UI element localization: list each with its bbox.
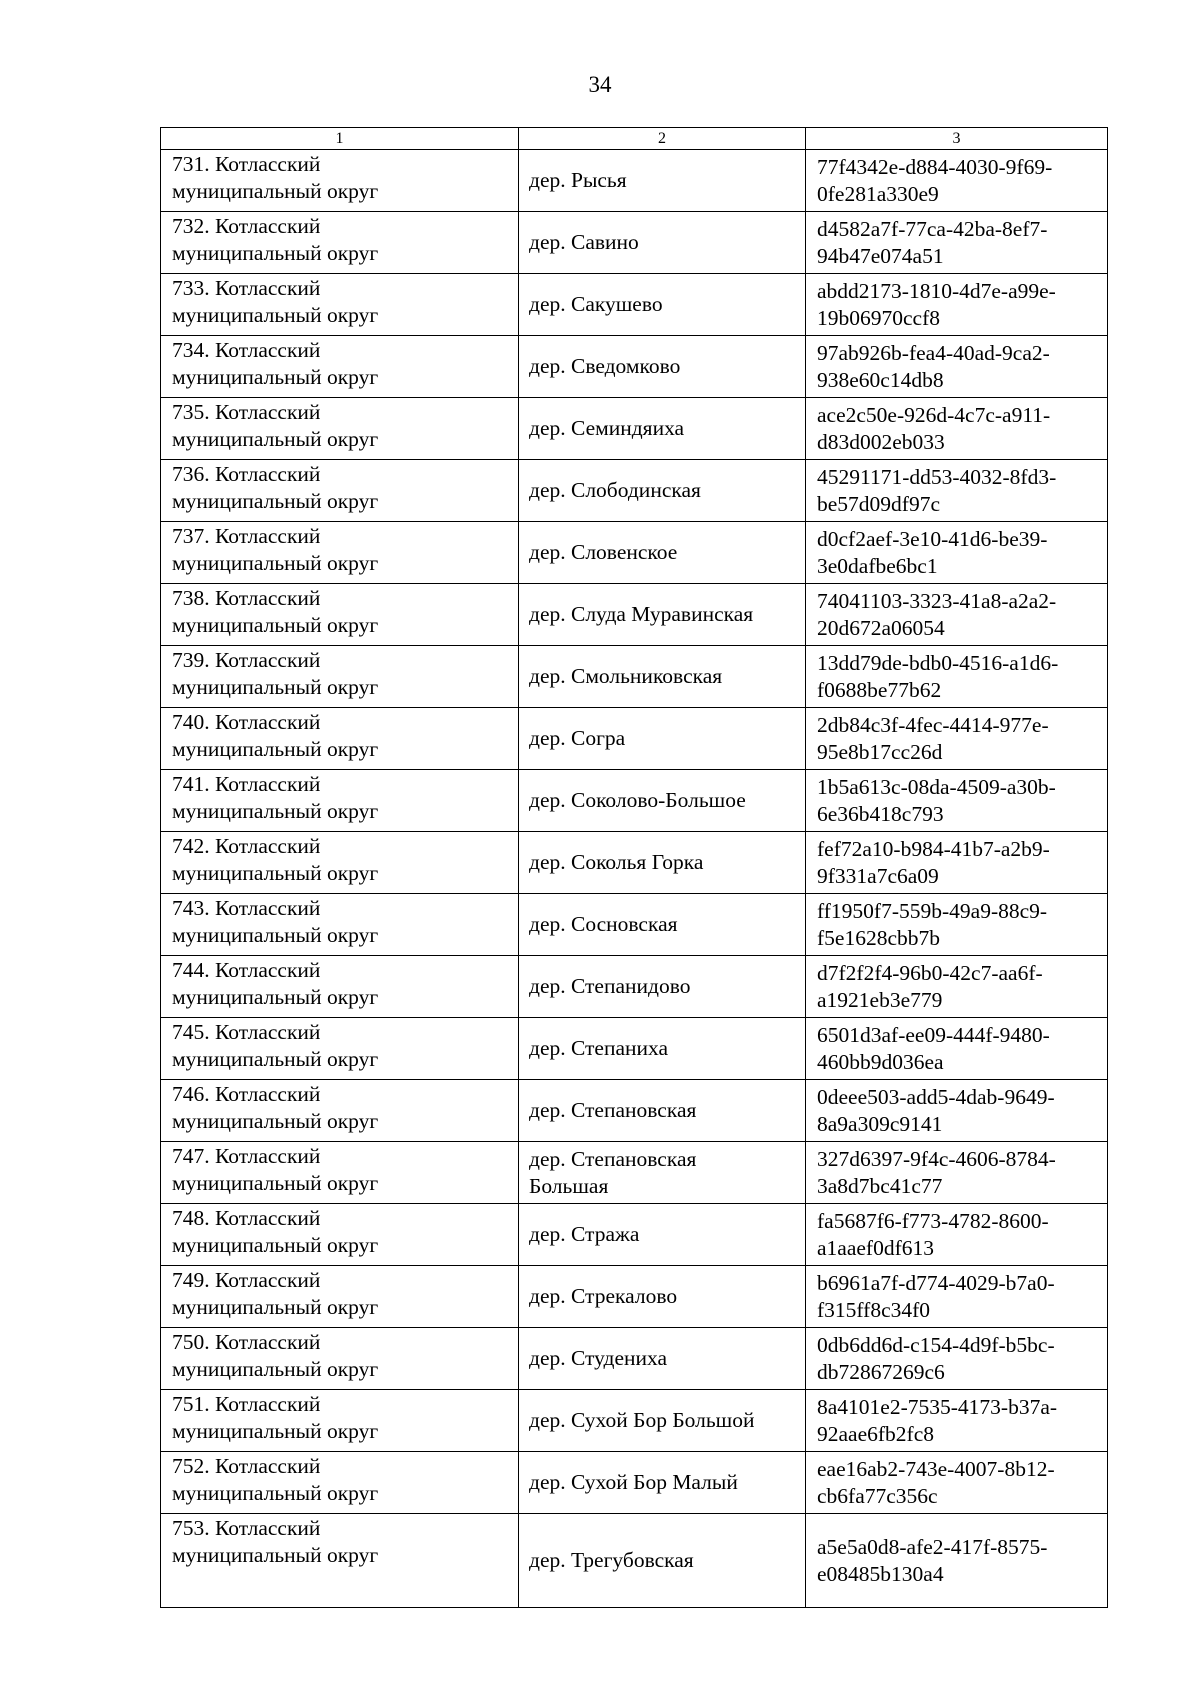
district-type: муниципальный округ [172, 179, 379, 203]
district-cell [161, 1204, 519, 1266]
district-type: муниципальный округ [172, 1233, 379, 1257]
table-row [161, 1266, 1108, 1328]
district-number-name: 735. Котласский [172, 400, 321, 424]
district-type: муниципальный округ [172, 613, 379, 637]
district-number-name: 751. Котласский [172, 1392, 321, 1416]
page-number: 34 [588, 72, 612, 97]
table-row [161, 708, 1108, 770]
district-number-name: 752. Котласский [172, 1454, 321, 1478]
table-row [161, 1204, 1108, 1266]
guid-cell: fa5687f6-f773-4782-8600- a1aaef0df613 [806, 1204, 1108, 1266]
guid-cell: d4582a7f-77ca-42ba-8ef7- 94b47e074a51 [806, 212, 1108, 274]
table-row [161, 646, 1108, 708]
guid-cell: ace2c50e-926d-4c7c-a911- d83d002eb033 [806, 398, 1108, 460]
table-row [161, 460, 1108, 522]
district-number-name: 737. Котласский [172, 524, 321, 548]
settlement-cell: дер. Степаниха [519, 1018, 806, 1080]
district-number-name: 745. Котласский [172, 1020, 321, 1044]
settlement-cell: дер. Согра [519, 708, 806, 770]
settlement-cell: дер. Сосновская [519, 894, 806, 956]
settlement-cell: дер. Трегубовская [519, 1514, 806, 1608]
settlement-cell: дер. Сакушево [519, 274, 806, 336]
district-number-name: 738. Котласский [172, 586, 321, 610]
table-row [161, 150, 1108, 212]
district-type: муниципальный округ [172, 799, 379, 823]
district-number-name: 743. Котласский [172, 896, 321, 920]
settlement-cell: дер. Сведомково [519, 336, 806, 398]
district-type: муниципальный округ [172, 241, 379, 265]
district-cell [161, 956, 519, 1018]
district-number-name: 736. Котласский [172, 462, 321, 486]
district-cell [161, 212, 519, 274]
district-number-name: 733. Котласский [172, 276, 321, 300]
settlement-cell: дер. Слуда Муравинская [519, 584, 806, 646]
column-header-2: 2 [519, 128, 806, 150]
table-row [161, 1328, 1108, 1390]
district-cell [161, 1452, 519, 1514]
district-type: муниципальный округ [172, 427, 379, 451]
district-cell [161, 1018, 519, 1080]
district-type: муниципальный округ [172, 303, 379, 327]
district-number-name: 750. Котласский [172, 1330, 321, 1354]
district-number-name: 744. Котласский [172, 958, 321, 982]
guid-cell: a5e5a0d8-afe2-417f-8575- e08485b130a4 [806, 1514, 1108, 1608]
district-cell [161, 460, 519, 522]
guid-cell: 97ab926b-fea4-40ad-9ca2- 938e60c14db8 [806, 336, 1108, 398]
settlement-cell: дер. Стража [519, 1204, 806, 1266]
settlement-cell: дер. Степановская [519, 1080, 806, 1142]
district-type: муниципальный округ [172, 1357, 379, 1381]
settlement-cell: дер. Семиндяиха [519, 398, 806, 460]
guid-cell: d0cf2aef-3e10-41d6-be39- 3e0dafbe6bc1 [806, 522, 1108, 584]
district-number-name: 747. Котласский [172, 1144, 321, 1168]
table-row [161, 832, 1108, 894]
table-row [161, 584, 1108, 646]
district-type: муниципальный округ [172, 1171, 379, 1195]
settlement-cell: дер. Сухой Бор Большой [519, 1390, 806, 1452]
guid-cell: 77f4342e-d884-4030-9f69- 0fe281a330e9 [806, 150, 1108, 212]
district-cell [161, 150, 519, 212]
guid-cell: d7f2f2f4-96b0-42c7-aa6f- a1921eb3e779 [806, 956, 1108, 1018]
guid-cell: eae16ab2-743e-4007-8b12- cb6fa77c356c [806, 1452, 1108, 1514]
guid-cell: 0db6dd6d-c154-4d9f-b5bc- db72867269c6 [806, 1328, 1108, 1390]
settlement-cell: дер. Стрекалово [519, 1266, 806, 1328]
settlement-cell: дер. Рысья [519, 150, 806, 212]
table-row [161, 1018, 1108, 1080]
table-row [161, 956, 1108, 1018]
settlement-cell: дер. Степанидово [519, 956, 806, 1018]
district-number-name: 734. Котласский [172, 338, 321, 362]
settlement-cell: дер. Соколово-Большое [519, 770, 806, 832]
guid-cell: 1b5a613c-08da-4509-a30b- 6e36b418c793 [806, 770, 1108, 832]
district-type: муниципальный округ [172, 551, 379, 575]
district-number-name: 742. Котласский [172, 834, 321, 858]
settlement-cell: дер. Словенское [519, 522, 806, 584]
district-cell [161, 336, 519, 398]
guid-cell: 0deee503-add5-4dab-9649- 8a9a309c9141 [806, 1080, 1108, 1142]
district-cell [161, 1514, 519, 1608]
table-row [161, 1142, 1108, 1204]
district-type: муниципальный округ [172, 985, 379, 1009]
district-cell [161, 1390, 519, 1452]
district-type: муниципальный округ [172, 1047, 379, 1071]
table-row [161, 1452, 1108, 1514]
registry-table [160, 127, 1108, 1608]
district-number-name: 748. Котласский [172, 1206, 321, 1230]
table-row [161, 1080, 1108, 1142]
table-row [161, 274, 1108, 336]
district-cell [161, 708, 519, 770]
district-cell [161, 398, 519, 460]
district-type: муниципальный округ [172, 1109, 379, 1133]
table-row [161, 398, 1108, 460]
district-number-name: 732. Котласский [172, 214, 321, 238]
settlement-cell: дер. Степановская Большая [519, 1142, 806, 1204]
guid-cell: 13dd79de-bdb0-4516-a1d6- f0688be77b62 [806, 646, 1108, 708]
district-cell [161, 770, 519, 832]
column-header-3: 3 [806, 128, 1108, 150]
table-row [161, 212, 1108, 274]
guid-cell: 6501d3af-ee09-444f-9480- 460bb9d036ea [806, 1018, 1108, 1080]
column-header-1: 1 [161, 128, 519, 150]
district-cell [161, 1080, 519, 1142]
guid-cell: ff1950f7-559b-49a9-88c9- f5e1628cbb7b [806, 894, 1108, 956]
district-cell [161, 522, 519, 584]
table-header-row [161, 128, 1108, 150]
district-cell [161, 1328, 519, 1390]
guid-cell: 8a4101e2-7535-4173-b37a- 92aae6fb2fc8 [806, 1390, 1108, 1452]
district-type: муниципальный округ [172, 737, 379, 761]
table-row [161, 1390, 1108, 1452]
district-cell [161, 584, 519, 646]
table-row [161, 894, 1108, 956]
settlement-cell: дер. Сухой Бор Малый [519, 1452, 806, 1514]
district-type: муниципальный округ [172, 1543, 379, 1567]
district-type: муниципальный округ [172, 675, 379, 699]
district-number-name: 746. Котласский [172, 1082, 321, 1106]
district-cell [161, 894, 519, 956]
district-number-name: 739. Котласский [172, 648, 321, 672]
district-type: муниципальный округ [172, 489, 379, 513]
district-type: муниципальный округ [172, 923, 379, 947]
district-cell [161, 1142, 519, 1204]
district-type: муниципальный округ [172, 1419, 379, 1443]
guid-cell: abdd2173-1810-4d7e-a99e- 19b06970ccf8 [806, 274, 1108, 336]
district-cell [161, 274, 519, 336]
district-type: муниципальный округ [172, 861, 379, 885]
district-cell [161, 646, 519, 708]
district-cell [161, 832, 519, 894]
guid-cell: fef72a10-b984-41b7-a2b9- 9f331a7c6a09 [806, 832, 1108, 894]
settlement-cell: дер. Смольниковская [519, 646, 806, 708]
guid-cell: 74041103-3323-41a8-a2a2- 20d672a06054 [806, 584, 1108, 646]
district-number-name: 741. Котласский [172, 772, 321, 796]
guid-cell: b6961a7f-d774-4029-b7a0- f315ff8c34f0 [806, 1266, 1108, 1328]
district-number-name: 749. Котласский [172, 1268, 321, 1292]
table-body [161, 150, 1108, 1608]
table-row [161, 336, 1108, 398]
district-number-name: 731. Котласский [172, 152, 321, 176]
settlement-cell: дер. Соколья Горка [519, 832, 806, 894]
guid-cell: 45291171-dd53-4032-8fd3- be57d09df97c [806, 460, 1108, 522]
table-row [161, 522, 1108, 584]
district-number-name: 753. Котласский [172, 1516, 321, 1540]
district-type: муниципальный округ [172, 1295, 379, 1319]
district-cell [161, 1266, 519, 1328]
settlement-cell: дер. Савино [519, 212, 806, 274]
settlement-cell: дер. Студениха [519, 1328, 806, 1390]
table-row [161, 770, 1108, 832]
district-type: муниципальный округ [172, 365, 379, 389]
table-row [161, 1514, 1108, 1608]
guid-cell: 327d6397-9f4c-4606-8784- 3a8d7bc41c77 [806, 1142, 1108, 1204]
guid-cell: 2db84c3f-4fec-4414-977e- 95e8b17cc26d [806, 708, 1108, 770]
district-type: муниципальный округ [172, 1481, 379, 1505]
district-number-name: 740. Котласский [172, 710, 321, 734]
settlement-cell: дер. Слободинская [519, 460, 806, 522]
